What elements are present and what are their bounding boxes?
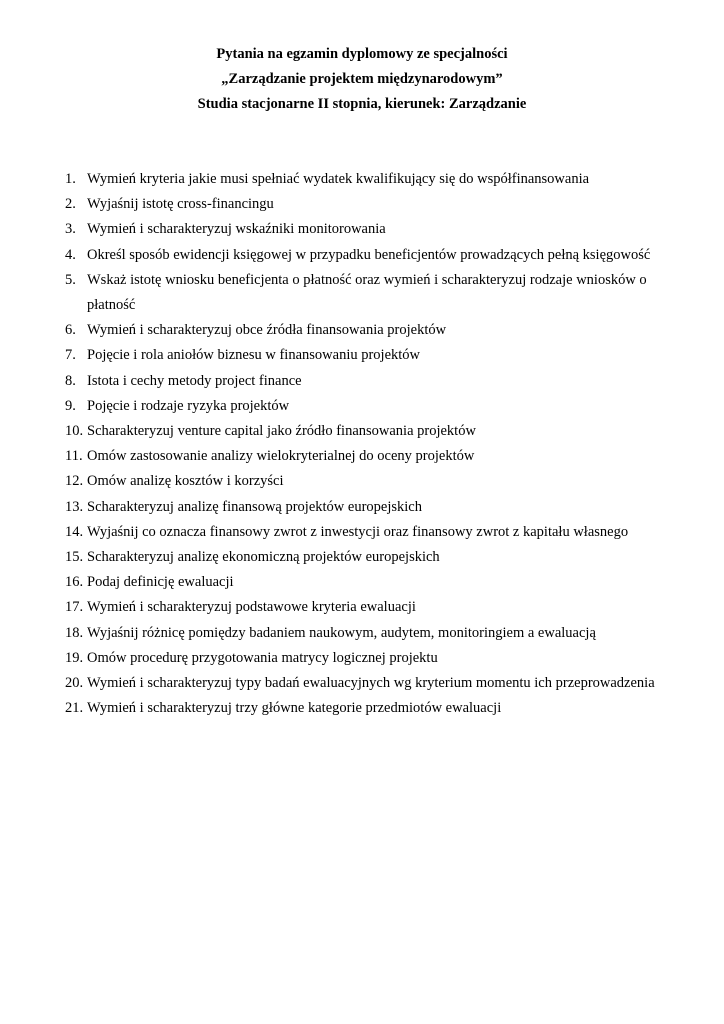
question-item [0,217,724,242]
question-item [0,167,724,192]
question-number: 12. [65,473,84,490]
question-item [0,419,724,444]
question-number: 15. [65,549,84,566]
question-item [0,268,724,318]
question-number: 8. [65,372,76,389]
question-number: 1. [65,171,76,187]
question-item [0,369,724,394]
header-specialty: „Zarządzanie projektem międzynarodowym” [221,71,503,87]
question-item [0,394,724,419]
question-item [0,318,724,343]
document-header [0,42,724,117]
question-number: 21. [65,700,84,717]
question-text: Wymień i scharakteryzuj podstawowe kryteria ewaluacji [87,599,416,616]
question-text: Wyjaśnij różnicę pomiędzy badaniem naukowym, audytem, monitoringiem a ewaluacją [87,624,596,641]
question-text: Omów analizę kosztów i korzyści [87,473,284,490]
question-item [0,469,724,494]
header-title: Pytania na egzamin dyplomowy ze specjalności [216,46,508,62]
question-item [0,444,724,469]
question-item [0,570,724,595]
question-text: Wymień i scharakteryzuj typy badań ewaluacyjnych wg kryterium momentu ich przeprowadzenia [87,675,655,692]
question-text: Wymień i scharakteryzuj obce źródła finansowania projektów [87,322,447,339]
question-text: Podaj definicję ewaluacji [87,574,234,591]
question-item [0,495,724,520]
question-number: 5. [65,271,76,288]
question-item [0,343,724,368]
question-text: Omów procedurę przygotowania matrycy logicznej projektu [87,649,438,666]
question-number: 7. [65,347,76,364]
question-number: 6. [65,322,76,339]
question-text: Wyjaśnij istotę cross-financingu [87,196,274,213]
question-text: Określ sposób ewidencji księgowej w przypadku beneficjentów prowadzących pełną księgowość [87,246,651,263]
question-number: 20. [65,675,84,692]
question-item [0,671,724,696]
header-program: Studia stacjonarne II stopnia, kierunek: Zarządzanie [197,96,527,112]
question-text: Wyjaśnij co oznacza finansowy zwrot z inwestycji oraz finansowy zwrot z kapitału własnego [87,523,629,540]
question-number: 17. [65,599,84,616]
question-text: Pojęcie i rola aniołów biznesu w finansowaniu projektów [87,347,421,364]
question-item [0,243,724,268]
question-number: 13. [65,498,84,515]
question-text: Wymień kryteria jakie musi spełniać wydatek kwalifikujący się do współfinansowania [87,171,590,187]
question-item [0,646,724,671]
question-number: 19. [65,649,84,666]
question-number: 10. [65,423,84,440]
question-text: Wymień i scharakteryzuj wskaźniki monitorowania [87,221,386,238]
question-number: 11. [65,448,83,465]
question-item [0,621,724,646]
question-item [0,545,724,570]
question-number: 16. [65,574,84,591]
question-item [0,520,724,545]
question-text: Scharakteryzuj analizę ekonomiczną projektów europejskich [87,549,440,566]
question-item [0,192,724,217]
question-text: Scharakteryzuj analizę finansową projektów europejskich [87,498,422,515]
question-text: Scharakteryzuj venture capital jako źródło finansowania projektów [87,423,476,440]
question-text: Pojęcie i rodzaje ryzyka projektów [87,397,290,414]
question-text: Omów zastosowanie analizy wielokryterialnej do oceny projektów [87,448,475,465]
question-number: 18. [65,624,84,641]
question-number: 2. [65,196,76,213]
question-number: 14. [65,523,84,540]
question-text: Wymień i scharakteryzuj trzy główne kategorie przedmiotów ewaluacji [87,700,502,717]
question-item [0,696,724,721]
question-number: 4. [65,246,76,263]
question-item [0,595,724,620]
question-text: Istota i cechy metody project finance [87,372,302,389]
question-text: Wskaż istotę wniosku beneficjenta o płatność oraz wymień i scharakteryzuj rodzaje wniosków o płatność [87,271,647,314]
question-list [0,167,724,721]
question-number: 9. [65,397,76,414]
question-number: 3. [65,221,76,238]
